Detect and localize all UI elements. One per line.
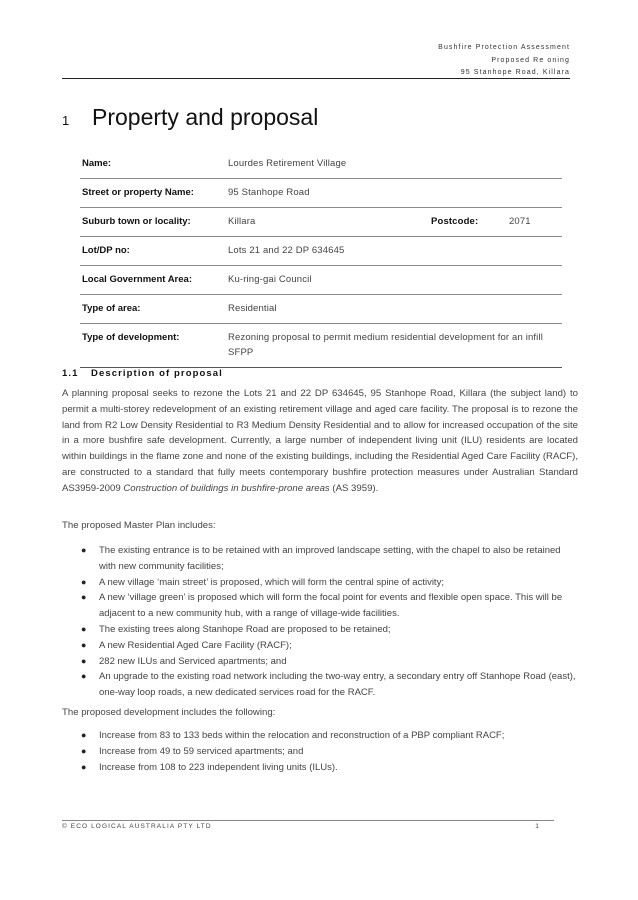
suburb-value: Killara: [228, 216, 256, 227]
bullet-icon: ●: [81, 545, 87, 555]
bullet-icon: ●: [81, 730, 87, 740]
table-row-area: [80, 295, 562, 324]
table-row-lga: [80, 266, 562, 295]
bullet-icon: ●: [81, 623, 87, 634]
header-line-address: 95 Stanhope Road, Killara: [460, 69, 570, 76]
list-item: [62, 744, 578, 760]
development-list: [62, 728, 578, 775]
bullet-icon: ●: [81, 671, 87, 682]
footer-rule: [62, 820, 554, 821]
table-row-name: [80, 150, 562, 179]
list-item: [62, 575, 578, 591]
list-item: [62, 622, 578, 638]
bullet-icon: ●: [81, 655, 87, 666]
list-item-text: The existing entrance is to be retained with an improved landscape setting, with the chapel to also be retained with new community facilities;: [99, 545, 561, 572]
postcode-label: Postcode:: [431, 216, 479, 227]
postcode-value: 2071: [509, 216, 531, 227]
page-footer: [62, 823, 540, 830]
lga-label: Local Government Area:: [80, 266, 228, 295]
description-paragraph: [62, 386, 578, 497]
name-value: Lourdes Retirement Village: [228, 150, 562, 179]
list-item-text: The existing trees along Stanhope Road are proposed to be retained;: [99, 623, 391, 635]
copyright-text: © ECO LOGICAL AUSTRALIA PTY LTD: [62, 823, 212, 830]
table-row-development: [80, 324, 562, 368]
list-item: [62, 654, 578, 670]
header-rule: [62, 78, 570, 79]
list-item-text: A new Residential Aged Care Facility (RACF);: [99, 639, 292, 651]
standard-title: Construction of buildings in bushfire-prone areas: [123, 482, 330, 494]
lot-label: Lot/DP no:: [80, 237, 228, 266]
list-item-text: A new ‘village green’ is proposed which will form the focal point for events and flexible open space. This will be adjacent to a new community hub, with a range of village-wide facilities.: [99, 592, 563, 620]
header-line-proposal: Proposed Re oning: [491, 56, 570, 64]
street-label: Street or property Name:: [80, 179, 228, 208]
table-row-lot: [80, 237, 562, 266]
table-row-suburb: [80, 208, 562, 237]
masterplan-list: [62, 543, 578, 701]
page-number: 1: [535, 823, 540, 830]
description-end: (AS 3959).: [329, 482, 379, 494]
masterplan-list-container: [62, 543, 578, 701]
list-item: [62, 590, 578, 622]
masterplan-intro: The proposed Master Plan includes:: [62, 520, 216, 531]
development-intro: The proposed development includes the following:: [62, 707, 276, 718]
lga-value: Ku-ring-gai Council: [228, 266, 562, 295]
list-item: [62, 638, 578, 654]
development-label: Type of development:: [80, 324, 228, 368]
lot-value: Lots 21 and 22 DP 634645: [228, 237, 562, 266]
section-heading: [62, 104, 318, 136]
development-value: Rezoning proposal to permit medium residential development for an infill SFPP: [228, 324, 562, 368]
list-item: [62, 728, 578, 744]
list-item: [62, 669, 578, 701]
name-label: Name:: [80, 150, 228, 179]
list-item-text: An upgrade to the existing road network including the two-way entry, a secondary entry off Stanhope Road (east), one-way loop roads, a new dedicated services road for the RACF.: [99, 671, 576, 699]
bullet-icon: ●: [81, 761, 87, 772]
section-number: 1: [62, 113, 70, 128]
bullet-icon: ●: [81, 745, 87, 756]
subsection-title: Description of proposal: [91, 368, 223, 379]
list-item-text: 282 new ILUs and Serviced apartments; and: [99, 655, 287, 667]
list-item-text: Increase from 49 to 59 serviced apartments; and: [99, 745, 304, 757]
header-line-document-type: Bushfire Protection Assessment: [438, 44, 570, 51]
list-item: [62, 543, 578, 575]
list-item-text: Increase from 108 to 223 independent living units (ILUs).: [99, 761, 338, 773]
suburb-cell: [228, 208, 562, 237]
running-header: [438, 42, 570, 80]
list-item: [62, 760, 578, 776]
development-list-container: [62, 728, 578, 775]
list-item-text: A new village ‘main street’ is proposed, which will form the central spine of activity;: [99, 576, 444, 588]
description-text: A planning proposal seeks to rezone the Lots 21 and 22 DP 634645, 95 Stanhope Road, Killara (the subject land) to permit a multi-storey redevelopment of an existing retirement village and aged care facility. The proposal is to rezone the land from R2 Low Density Residential to R3 Medium Density Residential and to allow for increased occupation of the site in a more bushfire safe development. Currently, a large number of independent living unit (ILU) residents are located within buildings in the flame zone and none of the existing buildings, including the Residential Aged Care Facility (RACF), are constructed to a standard that fully meets contemporary bushfire protection measures under Australian Standard AS3959-2009: [62, 388, 578, 494]
bullet-icon: ●: [81, 576, 87, 587]
list-item-text: Increase from 83 to 133 beds within the relocation and reconstruction of a PBP compliant RACF;: [99, 730, 505, 741]
table-row-street: [80, 179, 562, 208]
street-value: 95 Stanhope Road: [228, 179, 562, 208]
area-label: Type of area:: [80, 295, 228, 324]
subsection-heading: [62, 368, 223, 379]
area-value: Residential: [228, 295, 562, 324]
bullet-icon: ●: [81, 639, 87, 650]
suburb-label: Suburb town or locality:: [80, 208, 228, 237]
section-title: Property and proposal: [92, 104, 319, 130]
bullet-icon: ●: [81, 592, 87, 603]
property-details-table: [80, 150, 562, 368]
subsection-number: 1.1: [62, 368, 79, 379]
